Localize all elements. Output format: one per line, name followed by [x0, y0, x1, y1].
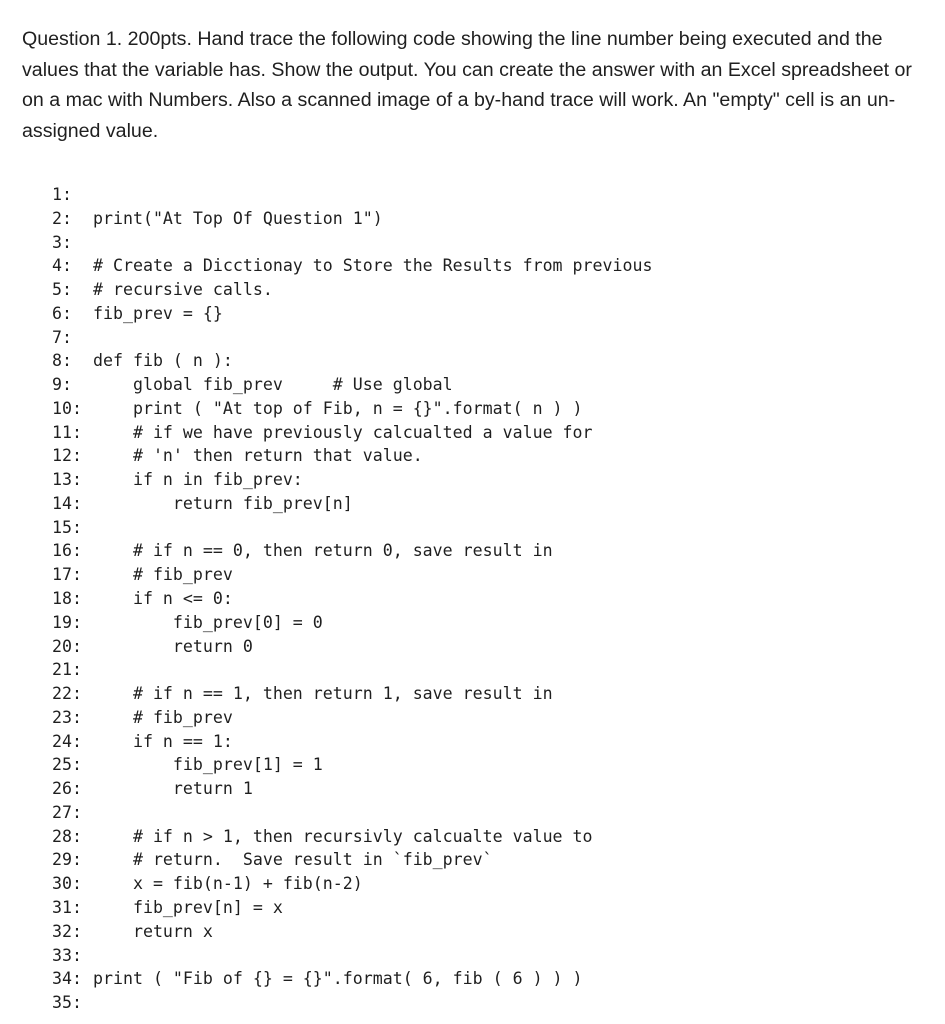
line-number: 8: — [52, 351, 72, 371]
code-text: fib_prev = {} — [93, 303, 223, 323]
code-text: if n in fib_prev: — [93, 470, 303, 490]
code-text: return 0 — [93, 636, 253, 656]
code-text: # fib_prev — [93, 707, 233, 727]
code-line — [52, 421, 652, 445]
line-number: 29: — [52, 850, 82, 870]
line-number: 26: — [52, 779, 82, 799]
code-line — [52, 730, 652, 754]
line-number: 9: — [52, 375, 72, 395]
code-line — [52, 207, 652, 231]
line-number: 25: — [52, 755, 82, 775]
code-text: # recursive calls. — [93, 280, 273, 300]
line-number: 12: — [52, 446, 82, 466]
line-number: 31: — [52, 897, 82, 917]
code-line — [52, 777, 652, 801]
code-text: fib_prev[1] = 1 — [93, 755, 323, 775]
code-text: fib_prev[0] = 0 — [93, 612, 323, 632]
line-number: 20: — [52, 636, 82, 656]
line-number: 5: — [52, 280, 72, 300]
code-text: x = fib(n-1) + fib(n-2) — [93, 874, 363, 894]
code-line — [52, 373, 652, 397]
line-number: 6: — [52, 303, 72, 323]
code-text: global fib_prev # Use global — [93, 375, 453, 395]
code-text: if n <= 0: — [93, 589, 233, 609]
code-line — [52, 848, 652, 872]
code-line — [52, 302, 652, 326]
line-number: 17: — [52, 565, 82, 585]
code-line — [52, 682, 652, 706]
code-line — [52, 920, 652, 944]
code-line — [52, 563, 652, 587]
line-number: 14: — [52, 493, 82, 513]
code-text: print("At Top Of Question 1") — [93, 208, 383, 228]
line-number: 1: — [52, 185, 72, 204]
code-line — [52, 444, 652, 468]
line-number: 22: — [52, 684, 82, 704]
code-text: print ( "Fib of {} = {}".format( 6, fib ( 6 ) ) ) — [93, 969, 583, 989]
line-number: 33: — [52, 945, 82, 965]
code-text: if n == 1: — [93, 731, 233, 751]
line-number: 4: — [52, 256, 72, 276]
line-number: 28: — [52, 826, 82, 846]
code-text: # if n == 0, then return 0, save result in — [93, 541, 553, 561]
line-number: 16: — [52, 541, 82, 561]
code-line — [52, 825, 652, 849]
line-number: 21: — [52, 660, 82, 680]
line-number: 10: — [52, 398, 82, 418]
code-text: # if n > 1, then recursivly calcualte value to — [93, 826, 593, 846]
line-number: 11: — [52, 422, 82, 442]
line-number: 15: — [52, 517, 82, 537]
code-line — [52, 278, 652, 302]
line-number: 35: — [52, 993, 82, 1013]
code-line — [52, 349, 652, 373]
code-text: # Create a Dicctionay to Store the Results from previous — [93, 256, 653, 276]
line-number: 30: — [52, 874, 82, 894]
line-number: 34: — [52, 969, 82, 989]
code-line — [52, 539, 652, 563]
code-line — [52, 397, 652, 421]
code-line — [52, 587, 652, 611]
line-number: 32: — [52, 921, 82, 941]
code-line — [52, 991, 652, 1015]
code-text: # if we have previously calcualted a value for — [93, 422, 593, 442]
question-prompt: Question 1. 200pts. Hand trace the following code showing the line number being executed and the values that the variable has. Show the output. You can create the answer with an Excel spreadsheet or on a mac with Numbers. Also a scanned image of a by-hand trace will work. An "empty" cell is an un-assigned value. — [22, 28, 912, 142]
code-line — [52, 706, 652, 730]
code-line — [52, 468, 652, 492]
code-text: # return. Save result in `fib_prev` — [93, 850, 493, 870]
line-number: 24: — [52, 731, 82, 751]
code-line — [52, 492, 652, 516]
code-text: print ( "At top of Fib, n = {}".format( n ) ) — [93, 398, 583, 418]
code-text: def fib ( n ): — [93, 351, 233, 371]
code-line — [52, 753, 652, 777]
code-line — [52, 658, 652, 682]
line-number: 19: — [52, 612, 82, 632]
code-line — [52, 944, 652, 968]
code-text: fib_prev[n] = x — [93, 897, 283, 917]
line-number: 7: — [52, 327, 72, 347]
code-line — [52, 516, 652, 540]
code-line — [52, 801, 652, 825]
line-number: 2: — [52, 208, 72, 228]
code-listing — [52, 183, 652, 1015]
code-text: # if n == 1, then return 1, save result in — [93, 684, 553, 704]
code-text: return x — [93, 921, 213, 941]
code-text: # fib_prev — [93, 565, 233, 585]
line-number: 23: — [52, 707, 82, 727]
code-line — [52, 872, 652, 896]
code-line — [52, 635, 652, 659]
line-number: 13: — [52, 470, 82, 490]
line-number: 3: — [52, 232, 72, 252]
code-line — [52, 611, 652, 635]
code-line — [52, 896, 652, 920]
code-text: return 1 — [93, 779, 253, 799]
line-number: 27: — [52, 802, 82, 822]
code-line — [52, 326, 652, 350]
code-line — [52, 967, 652, 991]
line-number: 18: — [52, 589, 82, 609]
code-line — [52, 231, 652, 255]
code-text: # 'n' then return that value. — [93, 446, 423, 466]
code-text: return fib_prev[n] — [93, 493, 353, 513]
code-line — [52, 183, 652, 207]
code-line — [52, 254, 652, 278]
